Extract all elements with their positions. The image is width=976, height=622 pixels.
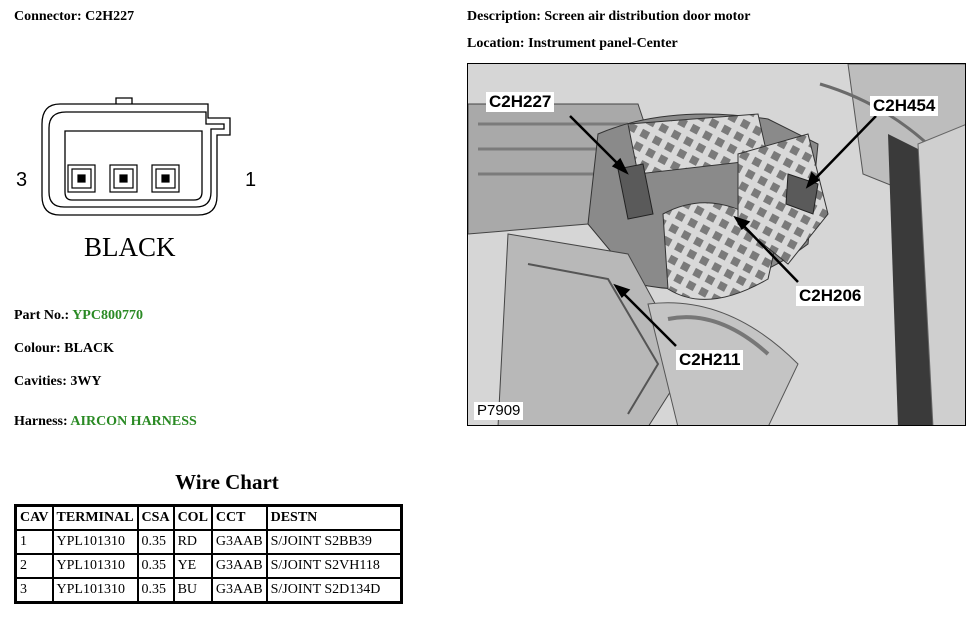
part-no-line — [14, 308, 143, 324]
location-line — [467, 36, 678, 52]
colour-label: Colour: — [14, 341, 61, 356]
location-value: Instrument panel-Center — [528, 36, 678, 51]
callout-c2h227: C2H227 — [486, 92, 554, 112]
description-label: Description: — [467, 9, 541, 24]
location-label: Location: — [467, 36, 525, 51]
cell-csa: 0.35 — [138, 578, 174, 602]
cell-csa: 0.35 — [138, 530, 174, 554]
pin-label-1: 1 — [245, 169, 257, 191]
table-row — [16, 530, 401, 554]
header-destn: DESTN — [267, 506, 401, 530]
connector-label: Connector: — [14, 9, 82, 24]
header-csa: CSA — [138, 506, 174, 530]
callout-c2h211: C2H211 — [676, 350, 743, 370]
cell-cav: 1 — [16, 530, 53, 554]
cell-col: YE — [174, 554, 212, 578]
harness-value: AIRCON HARNESS — [70, 414, 197, 429]
cell-destn: S/JOINT S2VH118 — [267, 554, 401, 578]
cell-cct: G3AAB — [212, 554, 267, 578]
header-col: COL — [174, 506, 212, 530]
cell-csa: 0.35 — [138, 554, 174, 578]
cavities-value: 3WY — [70, 374, 102, 389]
cell-destn: S/JOINT S2D134D — [267, 578, 401, 602]
cell-cct: G3AAB — [212, 530, 267, 554]
cell-destn: S/JOINT S2BB39 — [267, 530, 401, 554]
housing-color-text: BLACK — [84, 232, 176, 262]
part-no-label: Part No.: — [14, 308, 70, 323]
table-row — [16, 554, 401, 578]
cell-terminal: YPL101310 — [53, 554, 138, 578]
cell-terminal: YPL101310 — [53, 530, 138, 554]
pin-label-3: 3 — [16, 169, 28, 191]
wire-chart-table — [14, 504, 403, 604]
cell-terminal: YPL101310 — [53, 578, 138, 602]
instrument-panel-illustration — [468, 64, 966, 426]
description-value: Screen air distribution door motor — [544, 9, 751, 24]
colour-value: BLACK — [64, 341, 114, 356]
harness-label: Harness: — [14, 414, 68, 429]
cell-cav: 3 — [16, 578, 53, 602]
cell-cav: 2 — [16, 554, 53, 578]
table-header-row — [16, 506, 401, 530]
description-line — [467, 9, 751, 25]
header-terminal: TERMINAL — [53, 506, 138, 530]
harness-line — [14, 414, 197, 430]
callout-c2h206: C2H206 — [796, 286, 864, 306]
callout-c2h454: C2H454 — [870, 96, 938, 116]
location-photo — [467, 63, 966, 426]
cell-col: BU — [174, 578, 212, 602]
wire-chart-title: Wire Chart — [175, 470, 279, 494]
header-cct: CCT — [212, 506, 267, 530]
connector-line — [14, 9, 134, 25]
connector-face-diagram — [10, 88, 260, 268]
colour-line — [14, 341, 114, 357]
cell-cct: G3AAB — [212, 578, 267, 602]
table-row — [16, 578, 401, 602]
cavities-label: Cavities: — [14, 374, 67, 389]
header-cav: CAV — [16, 506, 53, 530]
photo-id: P7909 — [474, 402, 523, 420]
connector-value: C2H227 — [85, 9, 135, 24]
part-no-value: YPC800770 — [72, 308, 143, 323]
cell-col: RD — [174, 530, 212, 554]
cavities-line — [14, 374, 102, 390]
